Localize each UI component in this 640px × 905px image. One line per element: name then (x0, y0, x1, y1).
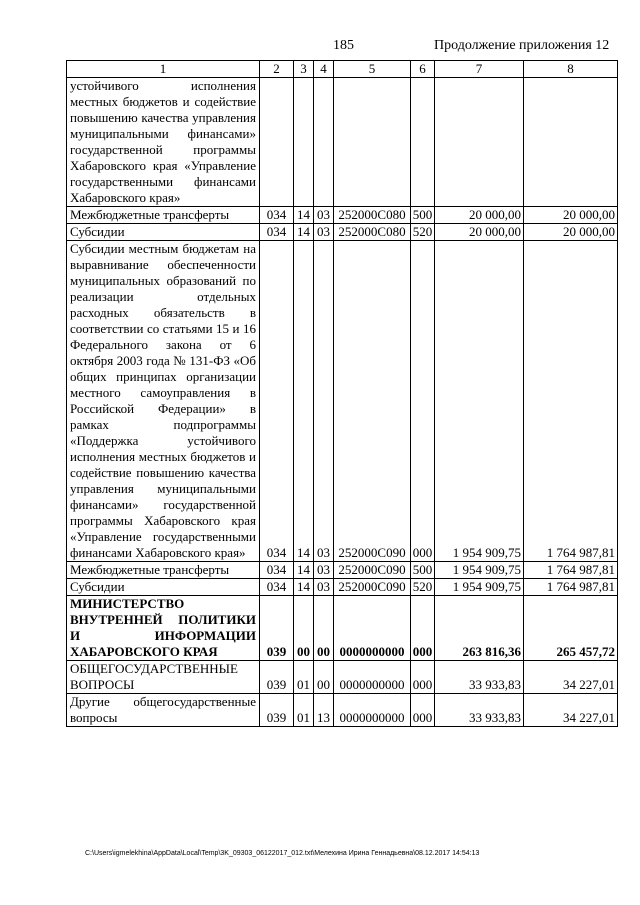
table-row (67, 207, 618, 224)
row-description: Субсидии (67, 579, 260, 596)
row-cell: 03 (314, 562, 334, 579)
table-row (67, 241, 618, 562)
row-cell: 1 764 987,81 (524, 241, 618, 562)
row-cell: 252000С080 (334, 224, 411, 241)
row-description: Другие общегосударственные вопросы (67, 694, 260, 727)
row-cell: 1 954 909,75 (435, 562, 524, 579)
column-header: 8 (524, 61, 618, 78)
row-cell: 14 (294, 241, 314, 562)
row-cell: 000 (411, 596, 435, 661)
row-cell: 034 (260, 241, 294, 562)
row-cell (435, 78, 524, 207)
row-cell: 00 (314, 596, 334, 661)
row-cell (411, 78, 435, 207)
row-cell: 0000000000 (334, 694, 411, 727)
row-cell: 1 764 987,81 (524, 562, 618, 579)
table-row (67, 78, 618, 207)
row-cell: 034 (260, 562, 294, 579)
row-cell: 01 (294, 694, 314, 727)
column-header: 5 (334, 61, 411, 78)
column-header-row (67, 61, 618, 78)
row-cell: 0000000000 (334, 661, 411, 694)
row-cell: 500 (411, 207, 435, 224)
budget-table (66, 60, 618, 727)
row-cell: 20 000,00 (524, 207, 618, 224)
table-row (67, 694, 618, 727)
row-cell: 1 954 909,75 (435, 241, 524, 562)
row-cell: 252000С090 (334, 562, 411, 579)
footer-file-path: C:\Users\igmelekhina\AppData\Local\Temp\3K_09303_06122017_012.txt\Мелехина Ирина Геннадьевна\08.12.2017 14:54:13 (85, 850, 480, 857)
table-row (67, 224, 618, 241)
row-cell: 034 (260, 224, 294, 241)
row-cell: 20 000,00 (435, 224, 524, 241)
continuation-label: Продолжение приложения 12 (434, 38, 610, 53)
row-cell: 20 000,00 (524, 224, 618, 241)
column-header: 2 (260, 61, 294, 78)
page-number: 185 (333, 38, 354, 53)
column-header: 7 (435, 61, 524, 78)
row-description: Межбюджетные трансферты (67, 207, 260, 224)
row-description: МИНИСТЕРСТВО ВНУТРЕННЕЙ ПОЛИТИКИ И ИНФОРМАЦИИ ХАБАРОВСКОГО КРАЯ (67, 596, 260, 661)
row-cell: 14 (294, 207, 314, 224)
column-header: 1 (67, 61, 260, 78)
row-cell (260, 78, 294, 207)
row-cell: 14 (294, 579, 314, 596)
row-cell: 0000000000 (334, 596, 411, 661)
table-row (67, 661, 618, 694)
table-row (67, 596, 618, 661)
row-cell: 03 (314, 224, 334, 241)
row-cell (524, 78, 618, 207)
row-cell: 252000С090 (334, 241, 411, 562)
row-cell: 034 (260, 579, 294, 596)
row-cell: 520 (411, 224, 435, 241)
row-cell: 000 (411, 241, 435, 562)
row-cell: 14 (294, 562, 314, 579)
row-cell: 1 764 987,81 (524, 579, 618, 596)
row-cell: 00 (294, 596, 314, 661)
row-cell: 000 (411, 661, 435, 694)
row-cell: 33 933,83 (435, 694, 524, 727)
row-cell: 20 000,00 (435, 207, 524, 224)
row-cell: 13 (314, 694, 334, 727)
row-description: устойчивого исполнения местных бюджетов и содействие повышению качества управления муниципальными финансами» государственной программы Хабаровского края «Управление государственными финансами Хабаровского края» (67, 78, 260, 207)
row-description: Субсидии местным бюджетам на выравнивание обеспеченности муниципальных образований по реализации отдельных расходных обязательств в соответствии со статьями 15 и 16 Федерального закона от 6 октября 2003 года № 131-ФЗ «Об общих принципах организации местного самоуправления в Российской Федерации» в рамках подпрограммы «Поддержка устойчивого исполнения местных бюджетов и содействие повышению качества управления муниципальными финансами» государственной программы Хабаровского края «Управление государственными финансами Хабаровского края» (67, 241, 260, 562)
table-row (67, 562, 618, 579)
row-cell: 01 (294, 661, 314, 694)
row-cell: 000 (411, 694, 435, 727)
row-description: Субсидии (67, 224, 260, 241)
row-cell: 1 954 909,75 (435, 579, 524, 596)
row-cell: 520 (411, 579, 435, 596)
column-header: 6 (411, 61, 435, 78)
row-cell: 039 (260, 596, 294, 661)
row-cell: 265 457,72 (524, 596, 618, 661)
row-cell (334, 78, 411, 207)
row-cell: 34 227,01 (524, 694, 618, 727)
row-cell: 03 (314, 207, 334, 224)
row-cell: 33 933,83 (435, 661, 524, 694)
row-cell: 263 816,36 (435, 596, 524, 661)
row-cell: 34 227,01 (524, 661, 618, 694)
row-cell: 00 (314, 661, 334, 694)
row-cell: 500 (411, 562, 435, 579)
row-description: ОБЩЕГОСУДАРСТВЕННЫЕ ВОПРОСЫ (67, 661, 260, 694)
row-cell: 03 (314, 579, 334, 596)
row-cell: 252000С080 (334, 207, 411, 224)
row-cell (294, 78, 314, 207)
table-row (67, 579, 618, 596)
row-cell: 034 (260, 207, 294, 224)
row-cell (314, 78, 334, 207)
row-cell: 252000С090 (334, 579, 411, 596)
column-header: 3 (294, 61, 314, 78)
row-cell: 039 (260, 694, 294, 727)
row-description: Межбюджетные трансферты (67, 562, 260, 579)
row-cell: 14 (294, 224, 314, 241)
row-cell: 03 (314, 241, 334, 562)
column-header: 4 (314, 61, 334, 78)
row-cell: 039 (260, 661, 294, 694)
